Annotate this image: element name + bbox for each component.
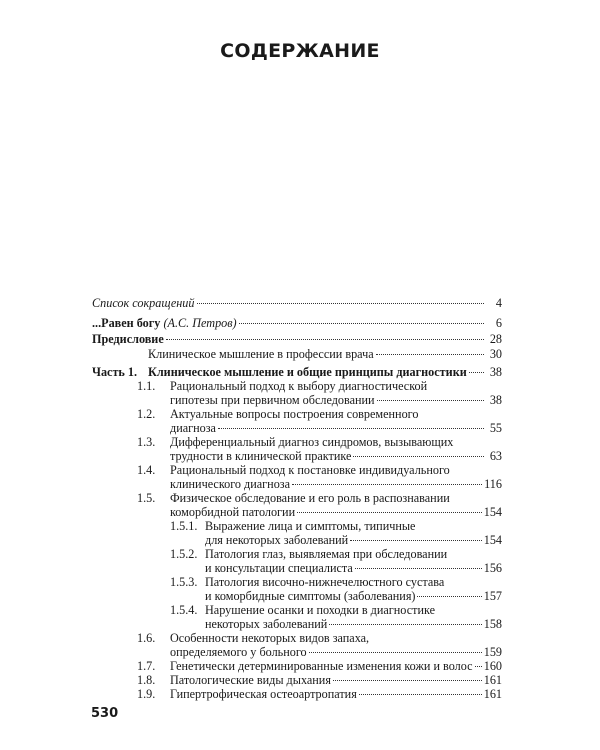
toc-leader-dots (292, 483, 482, 485)
toc-leader-dots (218, 427, 484, 429)
toc-leader-dots (355, 567, 482, 569)
toc-page-number: 38 (489, 393, 502, 407)
toc-leader-dots (297, 511, 482, 513)
toc-page-number: 157 (483, 589, 502, 603)
toc-leader-dots (417, 595, 481, 597)
toc-entry-title: Список сокращений (92, 296, 195, 310)
toc-page-number: 116 (484, 477, 502, 491)
toc-page-number: 156 (483, 561, 502, 575)
page-title: СОДЕРЖАНИЕ (220, 40, 380, 62)
toc-entry-number: Часть 1. (92, 365, 138, 379)
toc-leader-dots (329, 623, 481, 625)
toc-page-number: 161 (483, 687, 502, 701)
toc-entry-title-line: Патология височно-нижнечелюстного сустава (205, 575, 445, 589)
toc-entry-title: Гипертрофическая остеоартропатия (170, 687, 357, 701)
toc-entry-title-line: Физическое обследование и его роль в распознавании (170, 491, 450, 505)
toc-entry-number: 1.6. (137, 631, 156, 645)
toc-entry-number: 1.5.2. (170, 547, 198, 561)
toc-page-number: 158 (483, 617, 502, 631)
toc-entry-title-line: диагноза (170, 421, 216, 435)
toc-entry-title-line: Актуальные вопросы построения современного (170, 407, 419, 421)
toc-entry-number: 1.3. (137, 435, 156, 449)
toc-page-number: 160 (483, 659, 502, 673)
toc-page-number: 159 (483, 645, 502, 659)
toc-leader-dots (353, 455, 484, 457)
toc-entry-number: 1.5. (137, 491, 156, 505)
toc-entry-title-line: клинического диагноза (170, 477, 291, 491)
toc-page-number: 154 (483, 505, 502, 519)
toc-leader-dots (376, 353, 484, 355)
toc-page-number: 55 (489, 421, 502, 435)
toc-entry-title: Патологические виды дыхания (170, 673, 331, 687)
toc-entry-number: 1.9. (137, 687, 156, 701)
toc-leader-dots (197, 302, 485, 304)
toc-entry-title-line: для некоторых заболеваний (205, 533, 349, 547)
toc-entry-number: 1.2. (137, 407, 156, 421)
toc-entry-title-line: Нарушение осанки и походки в диагностике (205, 603, 435, 617)
toc-entry-number: 1.7. (137, 659, 156, 673)
toc-entry-title-line: гипотезы при первичном обследовании (170, 393, 375, 407)
toc-entry-title-line: Патология глаз, выявляемая при обследовании (205, 547, 448, 561)
toc-leader-dots (309, 651, 482, 653)
toc-entry-title: Предисловие (92, 332, 164, 346)
toc-page-number: 6 (495, 316, 502, 330)
toc-leader-dots (239, 322, 484, 324)
toc-leader-dots (333, 679, 482, 681)
toc-page-number: 30 (489, 347, 502, 361)
toc-entry-title-line: трудности в клинической практике (170, 449, 352, 463)
toc-entry-title-line: Выражение лица и симптомы, типичные (205, 519, 416, 533)
toc-entry-title-line: определяемого у больного (170, 645, 307, 659)
toc-entry-number: 1.5.1. (170, 519, 198, 533)
toc-page-number: 28 (489, 332, 502, 346)
toc-entry-number: 1.1. (137, 379, 156, 393)
toc-entry-number: 1.4. (137, 463, 156, 477)
toc-entry-title: ...Равен богу (92, 316, 161, 330)
toc-leader-dots (350, 539, 482, 541)
toc-entry-title: Клиническое мышление в профессии врача (148, 347, 374, 361)
toc-page-number: 63 (489, 449, 502, 463)
toc-page-number: 154 (483, 533, 502, 547)
toc-page-number: 4 (495, 296, 502, 310)
toc-entry-author: (А.С. Петров) (160, 316, 237, 330)
toc-entry-number: 1.5.3. (170, 575, 198, 589)
toc-leader-dots (377, 399, 484, 401)
toc-entry-title-line: и консультации специалиста (205, 561, 353, 575)
toc-leader-dots (475, 665, 482, 667)
toc-entry-title-line: некоторых заболеваний (205, 617, 328, 631)
toc-entry-title-line: Рациональный подход к выбору диагностической (170, 379, 428, 393)
toc-leader-dots (469, 371, 484, 373)
toc-leader-dots (166, 338, 484, 340)
toc-page-number: 161 (483, 673, 502, 687)
toc-entry-title-line: Дифференциальный диагноз синдромов, вызывающих (170, 435, 454, 449)
toc-entry-title: Генетически детерминированные изменения кожи и волос (170, 659, 473, 673)
toc-entry-title-line: Рациональный подход к постановке индивидуального (170, 463, 450, 477)
toc-entry-title-line: коморбидной патологии (170, 505, 296, 519)
toc-entry-title: Клиническое мышление и общие принципы диагностики (148, 365, 467, 379)
toc-entry-title-line: Особенности некоторых видов запаха, (170, 631, 370, 645)
toc-page-number: 38 (489, 365, 502, 379)
toc-entry-number: 1.5.4. (170, 603, 198, 617)
toc-entry-title-line: и коморбидные симптомы (заболевания) (205, 589, 416, 603)
toc-leader-dots (359, 693, 482, 695)
page-number: 530 (91, 706, 119, 721)
toc-entry-number: 1.8. (137, 673, 156, 687)
